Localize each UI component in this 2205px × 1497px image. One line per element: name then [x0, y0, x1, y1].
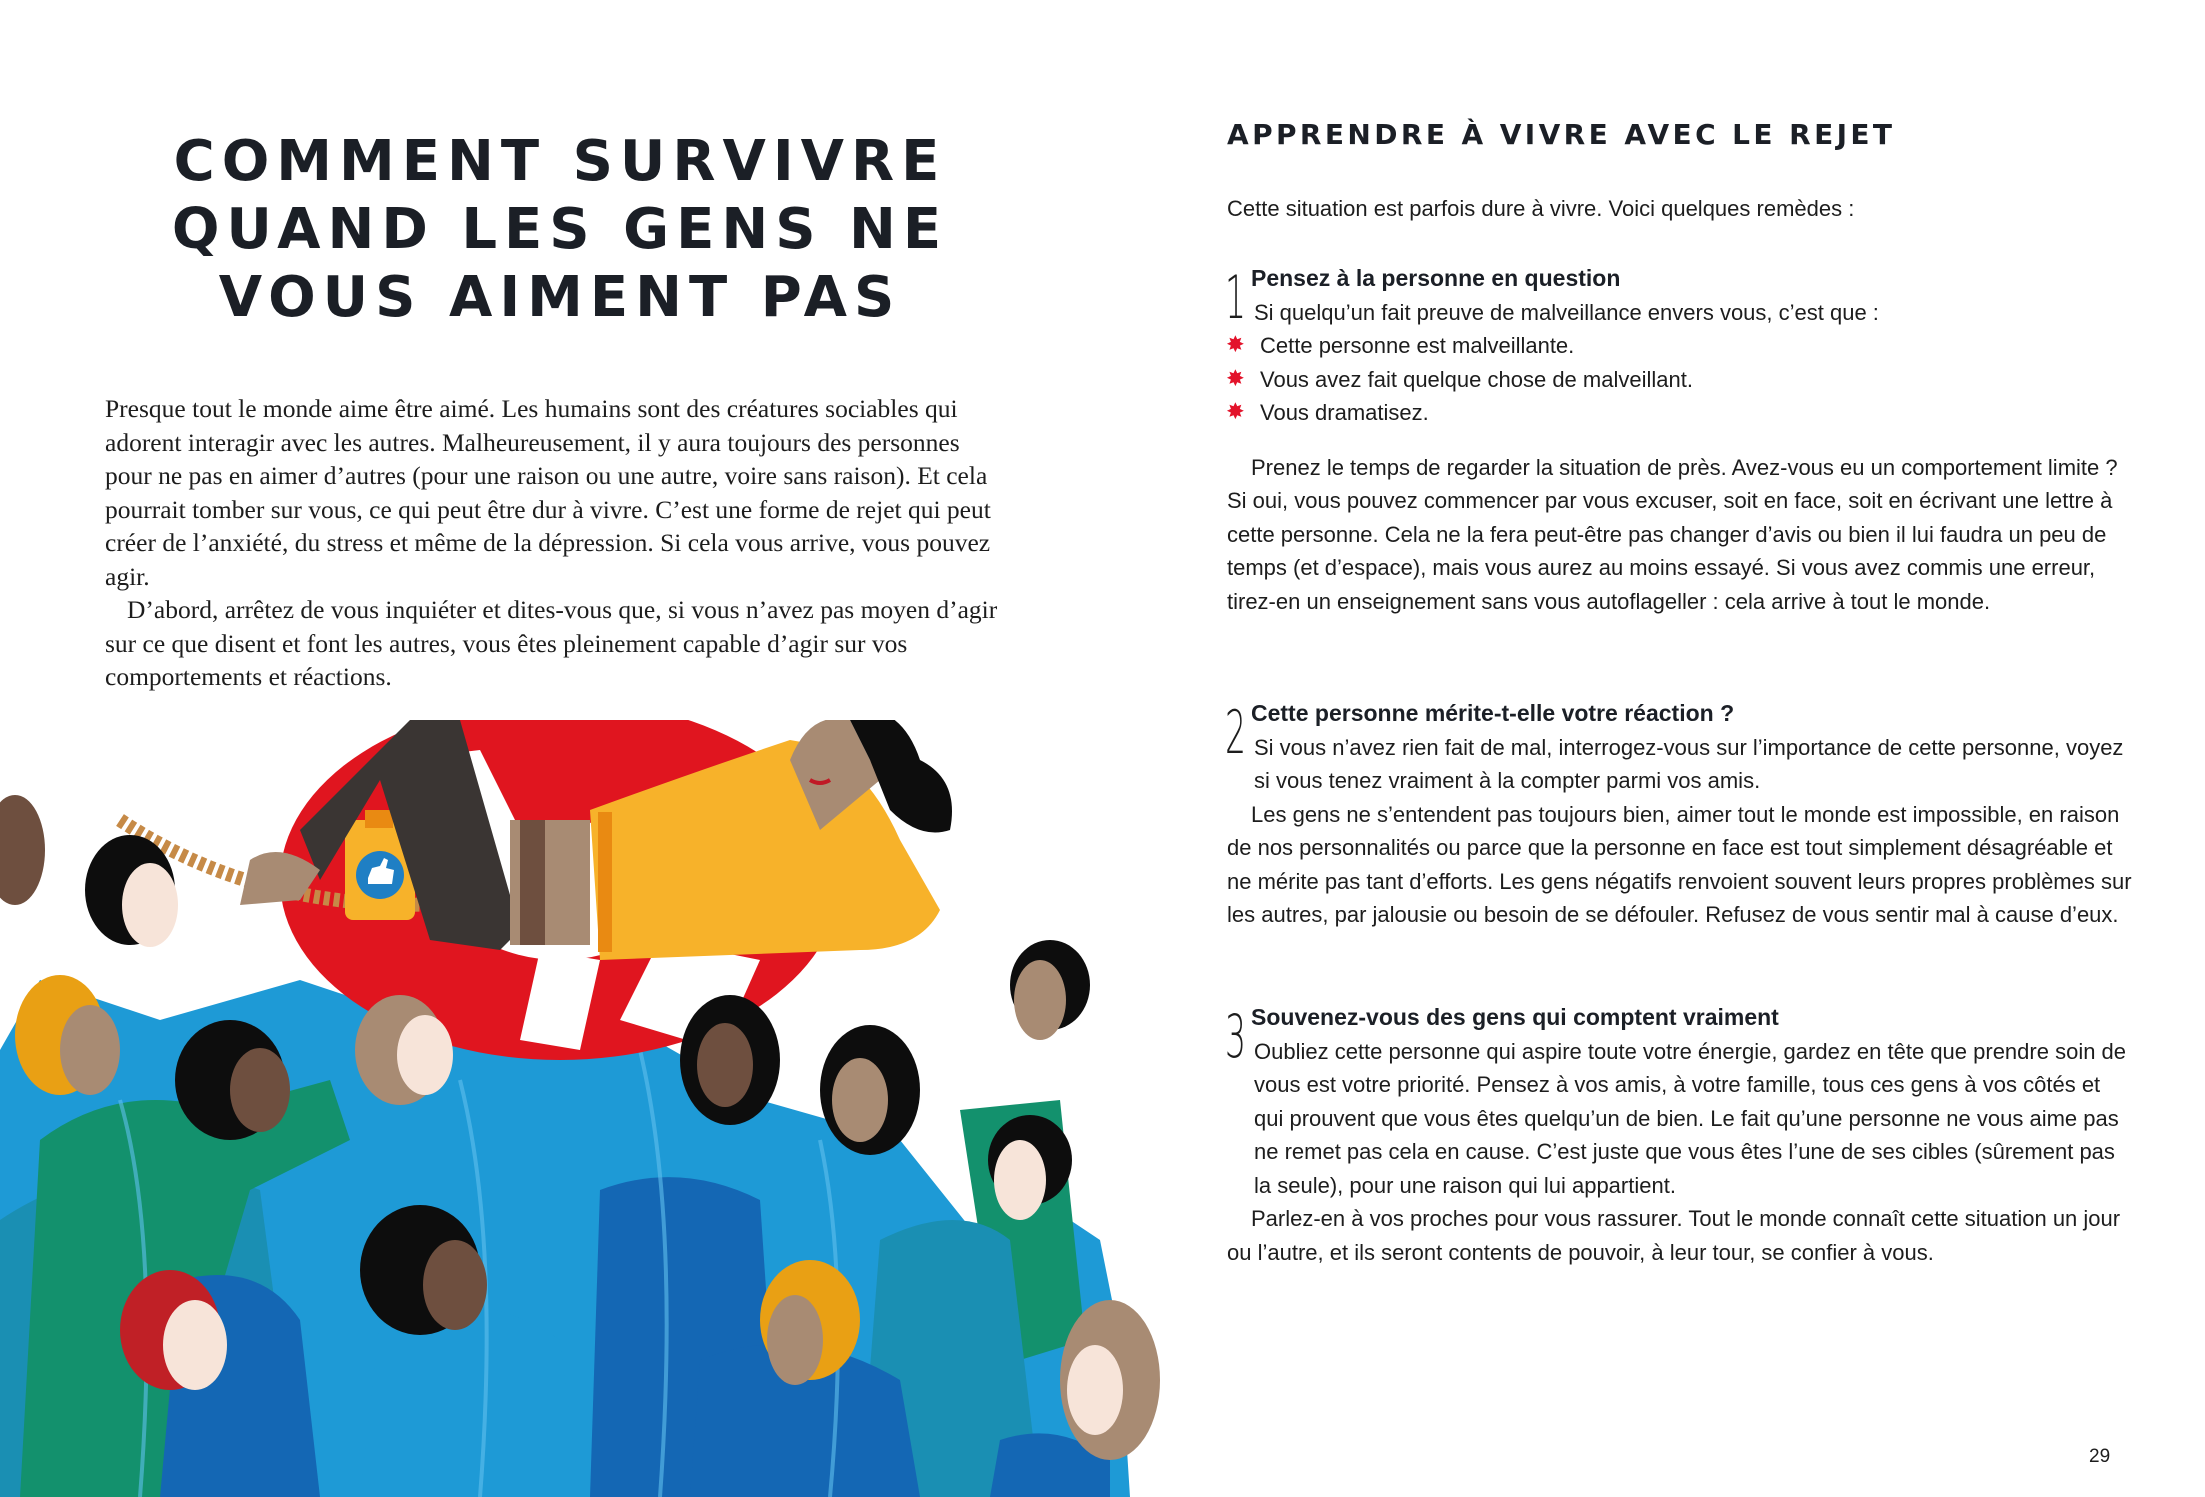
remedy-paragraph: Prenez le temps de regarder la situation de près. Avez-vous eu un comportement limite ? Si oui, vous pouvez commencer par vous excuser, soit en face, soit en écrivant une lettre à cette personne. Cela ne la fera peut-être pas changer d’avis ou bien il lui faudra un peu de temps (et d’espace), mais vous aurez au moins essayé. Si vous avez commis une erreur, tirez-en un enseignement sans vous autoflageller : cela arrive à tout le monde.	[1227, 454, 2118, 614]
remedy-3	[1227, 1001, 2132, 1269]
remedy-paragraph: Les gens ne s’entendent pas toujours bien, aimer tout le monde est impossible, en raison de nos personnalités ou parce que la personne en face est tout simplement désagréable et ne mérite pas tant d’efforts. Les gens négatifs renvoient souvent leurs propres problèmes sur les autres, par jalousie ou besoin de se défouler. Refusez de vous sentir mal à cause d’eux.	[1227, 801, 2132, 927]
title-line: VOUS AIMENT PAS	[218, 265, 902, 330]
remedy-heading: Pensez à la personne en question	[1251, 265, 1621, 291]
remedy-bullets	[1227, 329, 2132, 430]
bullet-item: ✸ Vous avez fait quelque chose de malveillant.	[1227, 363, 2132, 397]
remedy-intro: Oubliez cette personne qui aspire toute votre énergie, gardez en tête que prendre soin de vous est votre priorité. Pensez à vos amis, à votre famille, tous ces gens à vos côtés et qui prouvent que vous êtes quelqu’un de bien. Le fait qu’une personne ne vous aime pas ne remet pas cela en cause. C’est juste que vous êtes l’une de ses cibles (sûrement pas la seule), pour une raison qui lui appartient.	[1254, 1038, 2127, 1198]
bullet-item: ✸ Cette personne est malveillante.	[1227, 329, 2132, 363]
head	[820, 1025, 920, 1155]
asterisk-bullet-icon: ✸	[1227, 367, 1244, 390]
remedy-1	[1227, 262, 2132, 618]
asterisk-bullet-icon: ✸	[1227, 334, 1244, 356]
title-line: COMMENT SURVIVRE	[173, 129, 947, 194]
bullet-item: ✸ Vous dramatisez.	[1227, 396, 2132, 430]
intro-text	[105, 392, 1010, 694]
head	[15, 975, 120, 1095]
page-number: 29	[2089, 1446, 2111, 1467]
intro-paragraph: Presque tout le monde aime être aimé. Les humains sont des créatures sociables qui adorent interagir avec les autres. Malheureusement, il y aura toujours des personnes pour ne pas en aimer d’autres (pour une raison ou une autre, voire sans raison). Et cela pourrait tomber sur vous, ce qui peut être dur à vivre. C’est une forme de rejet qui peut créer de l’anxiété, du stress et même de la dépression. Si cela vous arrive, vous pouvez agir.	[105, 394, 991, 591]
remedy-intro: Si vous n’avez rien fait de mal, interrogez-vous sur l’importance de cette personne, voyez si vous tenez vraiment à la compter parmi vos amis.	[1254, 734, 2124, 793]
head	[0, 795, 45, 905]
remedy-paragraph: Parlez-en à vos proches pour vous rassurer. Tout le monde connaît cette situation un jour ou l’autre, et ils seront contents de pouvoir, à leur tour, se confier à vous.	[1227, 1206, 2121, 1265]
remedy-2	[1227, 697, 2132, 932]
remedy-intro: Si quelqu’un fait preuve de malveillance envers vous, c’est que :	[1254, 299, 1879, 325]
lead-text: Cette situation est parfois dure à vivre. Voici quelques remèdes :	[1227, 196, 1855, 221]
asterisk-bullet-icon: ✸	[1227, 401, 1244, 423]
section-title: APPRENDRE À VIVRE AVEC LE REJET	[1227, 118, 1896, 151]
head	[1010, 940, 1090, 1040]
crowd-lifebuoy-illustration	[0, 720, 1200, 1497]
remedy-heading: Cette personne mérite-t-elle votre réaction ?	[1251, 700, 1735, 726]
remedy-number: 1	[1225, 263, 1247, 333]
intro-paragraph: D’abord, arrêtez de vous inquiéter et dites-vous que, si vous n’avez pas moyen d’agir sur ce que disent et font les autres, vous êtes pleinement capable d’agir sur vos comportements et réactions.	[105, 595, 998, 691]
chapter-title	[140, 128, 980, 332]
remedy-heading: Souvenez-vous des gens qui comptent vraiment	[1251, 1004, 1779, 1030]
head	[680, 995, 780, 1125]
title-line: QUAND LES GENS NE	[171, 197, 949, 262]
remedy-number: 2	[1225, 698, 1247, 768]
remedy-number: 3	[1225, 1002, 1247, 1072]
